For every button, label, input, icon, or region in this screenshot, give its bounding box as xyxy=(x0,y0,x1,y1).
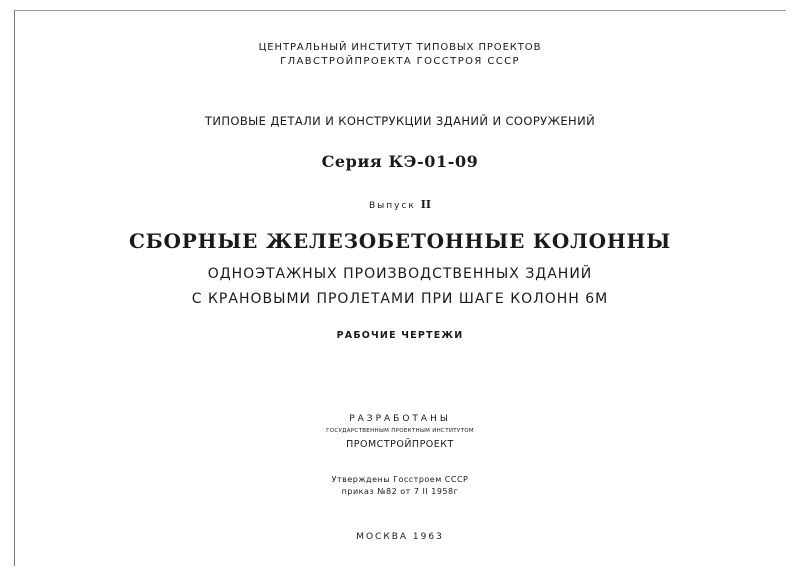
developer-name: ПРОМСТРОЙПРОЕКТ xyxy=(346,439,454,450)
developer-organization-type: ГОСУДАРСТВЕННЫМ ПРОЕКТНЫМ ИНСТИТУТОМ xyxy=(326,428,474,434)
institute-name-line-1: ЦЕНТРАЛЬНЫЙ ИНСТИТУТ ТИПОВЫХ ПРОЕКТОВ xyxy=(258,42,542,53)
developed-by-label: РАЗРАБОТАНЫ xyxy=(349,414,451,424)
document-title: СБОРНЫЕ ЖЕЛЕЗОБЕТОННЫЕ КОЛОННЫ xyxy=(128,229,672,253)
issue-number: II xyxy=(420,198,432,211)
series-number: Серия КЭ-01-09 xyxy=(321,152,479,171)
typical-details-heading: ТИПОВЫЕ ДЕТАЛИ И КОНСТРУКЦИИ ЗДАНИЙ И СООРУЖЕНИЙ xyxy=(204,114,596,128)
issue-label: Выпуск xyxy=(368,201,416,211)
institute-name-line-2: ГЛАВСТРОЙПРОЕКТА ГОССТРОЯ СССР xyxy=(280,56,520,67)
approval-line-2: приказ №82 от 7 II 1958г xyxy=(341,487,459,496)
approval-line-1: Утверждены Госстроем СССР xyxy=(331,475,469,484)
city-and-year: МОСКВА 1963 xyxy=(356,532,444,542)
issue-line xyxy=(0,198,800,211)
subtitle-line-2: С КРАНОВЫМИ ПРОЛЕТАМИ ПРИ ШАГЕ КОЛОНН 6М xyxy=(191,291,609,307)
subtitle-line-1: ОДНОЭТАЖНЫХ ПРОИЗВОДСТВЕННЫХ ЗДАНИЙ xyxy=(207,266,593,282)
document-type: РАБОЧИЕ ЧЕРТЕЖИ xyxy=(336,330,464,341)
